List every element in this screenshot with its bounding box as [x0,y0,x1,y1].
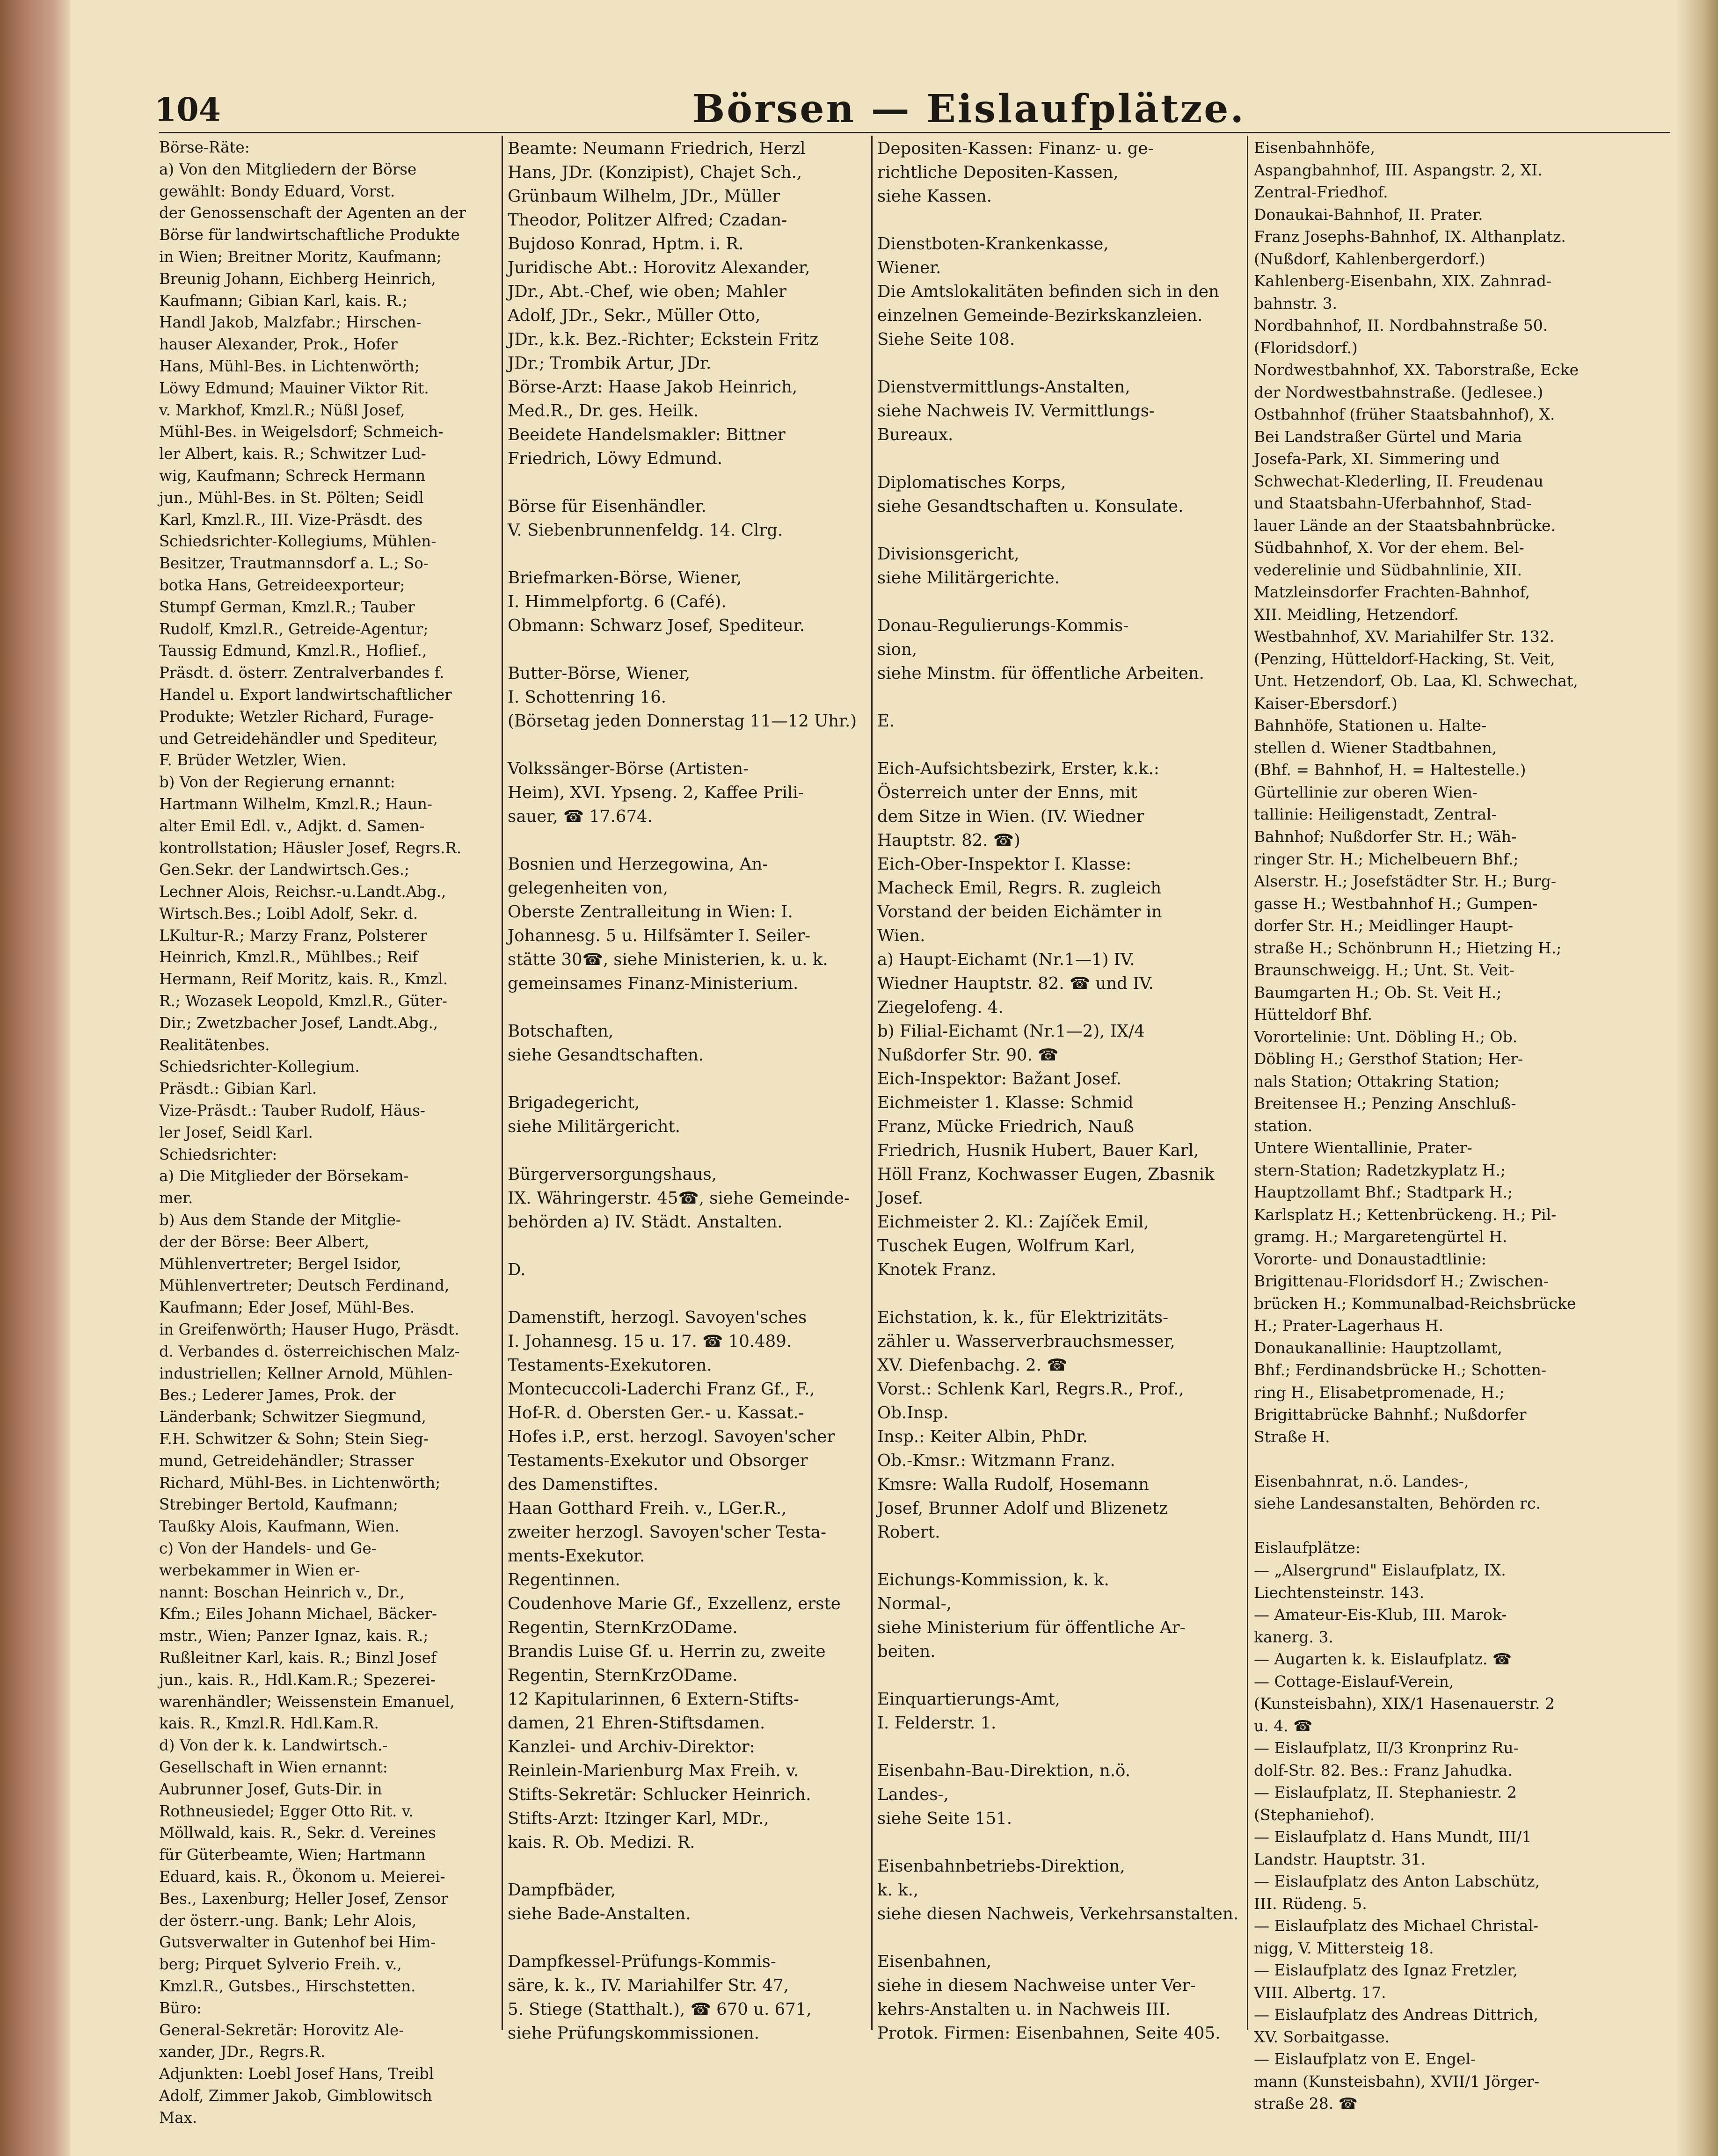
column-divider-1 [502,136,503,2030]
column-2-text: Beamte: Neumann Friedrich, Herzl Hans, JDr. (Konzipist), Chajet Sch., Grünbaum Wilhelm, JDr., Müller Theodor, Politzer Alfred; Czadan- Bujdoso Konrad, Hptm. i. R. Juridische Abt.: Horovitz Alexander, JDr., Abt.-Chef, wie oben; Mahler Adolf, JDr., Sekr., Müller Otto, JDr., k.k. Bez.-Richter; Eckstein Fritz JDr.; Trombik Artur, JDr. Börse-Arzt: Haase Jakob Heinrich, Med.R., Dr. ges. Heilk. Beeidete Handelsmakler: Bittner Friedrich, Löwy Edmund. Börse für Eisenhändler. V. Siebenbrunnenfeldg. 14. Clrg. Briefmarken-Börse, Wiener, I. Himmelpfortg. 6 (Café). Obmann: Schwarz Josef, Spediteur. Butter-Börse, Wiener, I. Schottenring 16. (Börsetag jeden Donnerstag 11—12 Uhr.) Volkssänger-Börse (Artisten- Heim), XVI. Ypseng. 2, Kaffee Prili- sauer, ☎ 17.674. Bosnien und Herzegowina, An- gelegenheiten von, Oberste Zentralleitung in Wien: I. Johannesg. 5 u. Hilfsämter I. Seiler- stätte 30☎, siehe Ministerien, k. u. k. gemeinsames Finanz-Ministerium. Botschaften, siehe Gesandtschaften. Brigadegericht, siehe Militärgericht. Bürgerversorgungshaus, IX. Währingerstr. 45☎, siehe Gemeinde- behörden a) IV. Städt. Anstalten. D. Damenstift, herzogl. Savoyen'sches I. Johannesg. 15 u. 17. ☎ 10.489. Testaments-Exekutoren. Montecuccoli-Laderchi Franz Gf., F., Hof-R. d. Obersten Ger.- u. Kassat.- Hofes i.P., erst. herzogl. Savoyen'scher Testaments-Exekutor und Obsorger des Damenstiftes. Haan Gotthard Freih. v., LGer.R., zweiter herzogl. Savoyen'scher Testa- ments-Exekutor. Regentinnen. Coudenhove Marie Gf., Exzellenz, erste Regentin, SternKrzODame. Brandis Luise Gf. u. Herrin zu, zweite Regentin, SternKrzODame. 12 Kapitularinnen, 6 Extern-Stifts- damen, 21 Ehren-Stiftsdamen. Kanzlei- und Archiv-Direktor: Reinlein-Marienburg Max Freih. v. Stifts-Sekretär: Schlucker Heinrich. Stifts-Arzt: Itzinger Karl, MDr., kais. R. Ob. Medizi. R. Dampfbäder, siehe Bade-Anstalten. Dampfkessel-Prüfungs-Kommis- säre, k. k., IV. Mariahilfer Str. 47, 5. Stiege (Statthalt.), ☎ 670 u. 671, siehe Prüfungskommissionen. [508,139,857,2043]
page-number: 104 [154,91,221,129]
book-binding [0,0,70,2156]
column-4-text: Eisenbahnhöfe, Aspangbahnhof, III. Aspangstr. 2, XI. Zentral-Friedhof. Donaukai-Bahnhof, II. Prater. Franz Josephs-Bahnhof, IX. Althanplatz. (Nußdorf, Kahlenbergerdorf.) Kahlenberg-Eisenbahn, XIX. Zahnrad- bahnstr. 3. Nordbahnhof, II. Nordbahnstraße 50. (Floridsdorf.) Nordwestbahnhof, XX. Taborstraße, Ecke der Nordwestbahnstraße. (Jedlesee.) Ostbahnhof (früher Staatsbahnhof), X. Bei Landstraßer Gürtel und Maria Josefa-Park, XI. Simmering und Schwechat-Klederling, II. Freudenau und Staatsbahn-Uferbahnhof, Stad- lauer Lände an der Staatsbahnbrücke. Südbahnhof, X. Vor der ehem. Bel- vederelinie und Südbahnlinie, XII. Matzleinsdorfer Frachten-Bahnhof, XII. Meidling, Hetzendorf. Westbahnhof, XV. Mariahilfer Str. 132. (Penzing, Hütteldorf-Hacking, St. Veit, Unt. Hetzendorf, Ob. Laa, Kl. Schwechat, Kaiser-Ebersdorf.) Bahnhöfe, Stationen u. Halte- stellen d. Wiener Stadtbahnen, (Bhf. = Bahnhof, H. = Haltestelle.) Gürtellinie zur oberen Wien- tallinie: Heiligenstadt, Zentral- Bahnhof; Nußdorfer Str. H.; Wäh- ringer Str. H.; Michelbeuern Bhf.; Alserstr. H.; Josefstädter Str. H.; Burg- gasse H.; Westbahnhof H.; Gumpen- dorfer Str. H.; Meidlinger Haupt- straße H.; Schönbrunn H.; Hietzing H.; Braunschweigg. H.; Unt. St. Veit- Baumgarten H.; Ob. St. Veit H.; Hütteldorf Bhf. Vorortelinie: Unt. Döbling H.; Ob. Döbling H.; Gersthof Station; Her- nals Station; Ottakring Station; Breitensee H.; Penzing Anschluß- station. Untere Wientallinie, Prater- stern-Station; Radetzkyplatz H.; Hauptzollamt Bhf.; Stadtpark H.; Karlsplatz H.; Kettenbrückeng. H.; Pil- gramg. H.; Margaretengürtel H. Vororte- und Donaustadtlinie: Brigittenau-Floridsdorf H.; Zwischen- brücken H.; Kommunalbad-Reichsbrücke H.; Prater-Lagerhaus H. Donaukanallinie: Hauptzollamt, Bhf.; Ferdinandsbrücke H.; Schotten- ring H., Elisabetpromenade, H.; Brigittabrücke Bahnhf.; Nußdorfer Straße H. Eisenbahnrat, n.ö. Landes-, siehe Landesanstalten, Behörden rc. Eislaufplätze: — „Alsergrund" Eislaufplatz, IX. Liechtensteinstr. 143. — Amateur-Eis-Klub, III. Marok- kanerg. 3. — Augarten k. k. Eislaufplatz. ☎ — Cottage-Eislauf-Verein, (Kunsteisbahn), XIX/1 Hasenauerstr. 2 u. 4. ☎ — Eislaufplatz, II/3 Kronprinz Ru- dolf-Str. 82. Bes.: Franz Jahudka. — Eislaufplatz, II. Stephaniestr. 2 (Stephaniehof). — Eislaufplatz d. Hans Mundt, III/1 Landstr. Hauptstr. 31. — Eislaufplatz des Anton Labschütz, III. Rüdeng. 5. — Eislaufplatz des Michael Christal- nigg, V. Mittersteig 18. — Eislaufplatz des Ignaz Fretzler, VIII. Albertg. 17. — Eislaufplatz des Andreas Dittrich, XV. Sorbaitgasse. — Eislaufplatz von E. Engel- mann (Kunsteisbahn), XVII/1 Jörger- straße 28. ☎ [1254,138,1579,2113]
column-divider-3 [1247,136,1248,2030]
column-3-text: Depositen-Kassen: Finanz- u. ge- richtliche Depositen-Kassen, siehe Kassen. Dienstboten-Krankenkasse, Wiener. Die Amtslokalitäten befinden sich in den einzelnen Gemeinde-Bezirkskanzleien. Siehe Seite 108. Dienstvermittlungs-Anstalten, siehe Nachweis IV. Vermittlungs- Bureaux. Diplomatisches Korps, siehe Gesandtschaften u. Konsulate. Divisionsgericht, siehe Militärgerichte. Donau-Regulierungs-Kommis- sion, siehe Minstm. für öffentliche Arbeiten. E. Eich-Aufsichtsbezirk, Erster, k.k.: Österreich unter der Enns, mit dem Sitze in Wien. (IV. Wiedner Hauptstr. 82. ☎) Eich-Ober-Inspektor I. Klasse: Macheck Emil, Regrs. R. zugleich Vorstand der beiden Eichämter in Wien. a) Haupt-Eichamt (Nr.1—1) IV. Wiedner Hauptstr. 82. ☎ und IV. Ziegelofeng. 4. b) Filial-Eichamt (Nr.1—2), IX/4 Nußdorfer Str. 90. ☎ Eich-Inspektor: Bažant Josef. Eichmeister 1. Klasse: Schmid Franz, Mücke Friedrich, Nauß Friedrich, Husnik Hubert, Bauer Karl, Höll Franz, Kochwasser Eugen, Zbasnik Josef. Eichmeister 2. Kl.: Zajíček Emil, Tuschek Eugen, Wolfrum Karl, Knotek Franz. Eichstation, k. k., für Elektrizitäts- zähler u. Wasserverbrauchsmesser, XV. Diefenbachg. 2. ☎ Vorst.: Schlenk Karl, Regrs.R., Prof., Ob.Insp. Insp.: Keiter Albin, PhDr. Ob.-Kmsr.: Witzmann Franz. Kmsre: Walla Rudolf, Hosemann Josef, Brunner Adolf und Blizenetz Robert. Eichungs-Kommission, k. k. Normal-, siehe Ministerium für öffentliche Ar- beiten. Einquartierungs-Amt, I. Felderstr. 1. Eisenbahn-Bau-Direktion, n.ö. Landes-, siehe Seite 151. Eisenbahnbetriebs-Direktion, k. k., siehe diesen Nachweis, Verkehrsanstalten. Eisenbahnen, siehe in diesem Nachweise unter Ver- kehrs-Anstalten u. in Nachweis III. Protok. Firmen: Eisenbahnen, Seite 405. [877,139,1239,2043]
page-edge [1676,0,1718,2156]
column-divider-2 [871,136,873,2030]
header-rule [159,132,1670,133]
running-head: Börsen — Eislaufplätze. [692,87,1246,131]
column-1-text: Börse-Räte: a) Von den Mitgliedern der Börse gewählt: Bondy Eduard, Vorst. der Genossenschaft der Agenten an der Börse für landwirtschaftliche Produkte in Wien; Breitner Moritz, Kaufmann; Breunig Johann, Eichberg Heinrich, Kaufmann; Gibian Karl, kais. R.; Handl Jakob, Malzfabr.; Hirschen- hauser Alexander, Prok., Hofer Hans, Mühl-Bes. in Lichtenwörth; Löwy Edmund; Mauiner Viktor Rit. v. Markhof, Kmzl.R.; Nüßl Josef, Mühl-Bes. in Weigelsdorf; Schmeich- ler Albert, kais. R.; Schwitzer Lud- wig, Kaufmann; Schreck Hermann jun., Mühl-Bes. in St. Pölten; Seidl Karl, Kmzl.R., III. Vize-Präsdt. des Schiedsrichter-Kollegiums, Mühlen- Besitzer, Trautmannsdorf a. L.; So- botka Hans, Getreideexporteur; Stumpf German, Kmzl.R.; Tauber Rudolf, Kmzl.R., Getreide-Agentur; Taussig Edmund, Kmzl.R., Hoflief., Präsdt. d. österr. Zentralverbandes f. Handel u. Export landwirtschaftlicher Produkte; Wetzler Richard, Furage- und Getreidehändler und Spediteur, F. Brüder Wetzler, Wien. b) Von der Regierung ernannt: Hartmann Wilhelm, Kmzl.R.; Haun- alter Emil Edl. v., Adjkt. d. Samen- kontrollstation; Häusler Josef, Regrs.R. Gen.Sekr. der Landwirtsch.Ges.; Lechner Alois, Reichsr.-u.Landt.Abg., Wirtsch.Bes.; Loibl Adolf, Sekr. d. LKultur-R.; Marzy Franz, Polsterer Heinrich, Kmzl.R., Mühlbes.; Reif Hermann, Reif Moritz, kais. R., Kmzl. R.; Wozasek Leopold, Kmzl.R., Güter- Dir.; Zwetzbacher Josef, Landt.Abg., Realitätenbes. Schiedsrichter-Kollegium. Präsdt.: Gibian Karl. Vize-Präsdt.: Tauber Rudolf, Häus- ler Josef, Seidl Karl. Schiedsrichter: a) Die Mitglieder der Börsekam- mer. b) Aus dem Stande der Mitglie- der der Börse: Beer Albert, Mühlenvertreter; Bergel Isidor, Mühlenvertreter; Deutsch Ferdinand, Kaufmann; Eder Josef, Mühl-Bes. in Greifenwörth; Hauser Hugo, Präsdt. d. Verbandes d. österreichischen Malz- industriellen; Kellner Arnold, Mühlen- Bes.; Lederer James, Prok. der Länderbank; Schwitzer Siegmund, F.H. Schwitzer & Sohn; Stein Sieg- mund, Getreidehändler; Strasser Richard, Mühl-Bes. in Lichtenwörth; Strebinger Bertold, Kaufmann; Taußky Alois, Kaufmann, Wien. c) Von der Handels- und Ge- werbekammer in Wien er- nannt: Boschan Heinrich v., Dr., Kfm.; Eiles Johann Michael, Bäcker- mstr., Wien; Panzer Ignaz, kais. R.; Rußleitner Karl, kais. R.; Binzl Josef jun., kais. R., Hdl.Kam.R.; Spezerei- warenhändler; Weissenstein Emanuel, kais. R., Kmzl.R. Hdl.Kam.R. d) Von der k. k. Landwirtsch.- Gesellschaft in Wien ernannt: Aubrunner Josef, Guts-Dir. in Rothneusiedel; Egger Otto Rit. v. Möllwald, kais. R., Sekr. d. Vereines für Güterbeamte, Wien; Hartmann Eduard, kais. R., Ökonom u. Meierei- Bes., Laxenburg; Heller Josef, Zensor der österr.-ung. Bank; Lehr Alois, Gutsverwalter in Gutenhof bei Him- berg; Pirquet Sylverio Freih. v., Kmzl.R., Gutsbes., Hirschstetten. Büro: General-Sekretär: Horovitz Ale- xander, JDr., Regrs.R. Adjunkten: Loebl Josef Hans, Treibl Adolf, Zimmer Jakob, Gimblowitsch Max. [159,138,466,2127]
